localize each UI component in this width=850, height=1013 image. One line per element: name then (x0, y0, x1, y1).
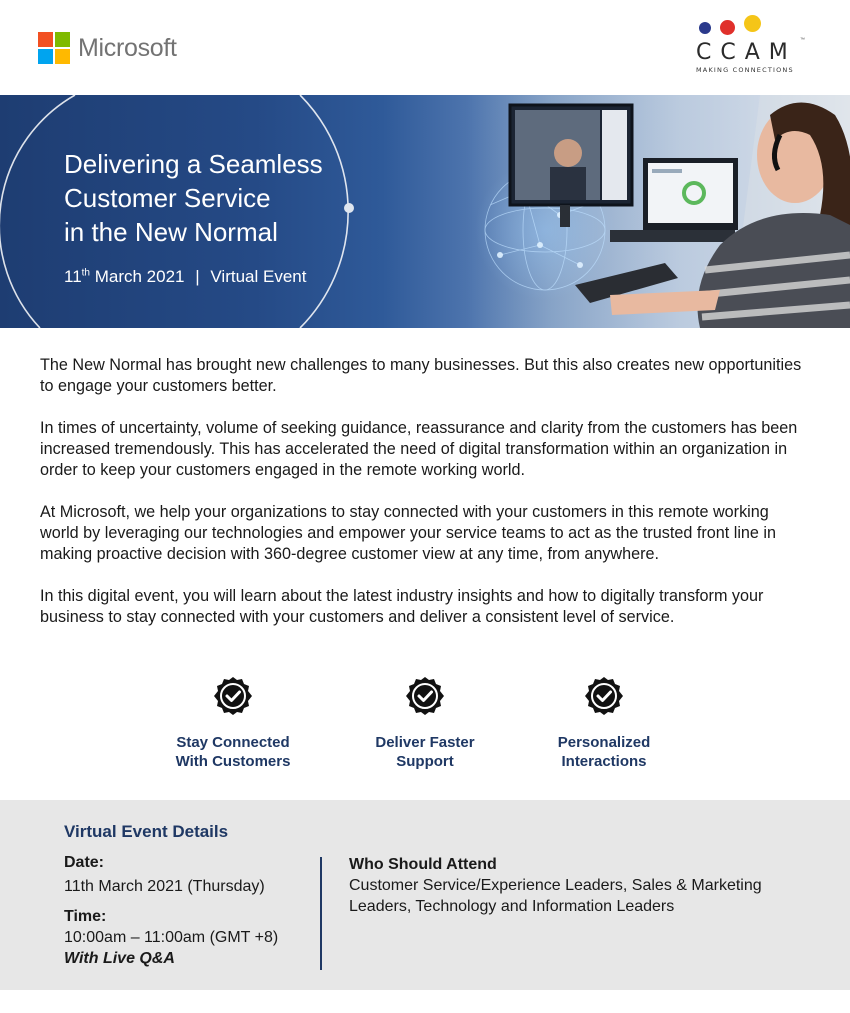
ccam-trademark: ™ (800, 37, 805, 43)
banner-text-block (64, 147, 323, 287)
microsoft-wordmark: Microsoft (78, 33, 177, 62)
banner-title (64, 147, 323, 249)
banner-separator: | (195, 267, 200, 286)
banner-title-line-1: Delivering a Seamless (64, 149, 323, 179)
date-label: Date: (64, 854, 105, 871)
hero-banner (0, 95, 850, 328)
banner-title-line-3: in the New Normal (64, 217, 278, 247)
check-badge-icon (405, 676, 445, 716)
banner-arc-dot (344, 203, 354, 213)
event-date-time (64, 852, 314, 969)
banner-event-info (64, 267, 323, 287)
feature-stay-connected (148, 676, 318, 771)
ccam-dots-icon (699, 15, 806, 36)
ccam-tagline: MAKING CONNECTIONS (696, 66, 794, 74)
microsoft-grid-icon (38, 32, 70, 64)
banner-date-day: 11 (64, 267, 82, 286)
feature-deliver-faster (340, 676, 510, 771)
ccam-wordmark: CCAM (696, 40, 797, 65)
check-badge-icon (213, 676, 253, 716)
event-details-title: Virtual Event Details (64, 822, 229, 841)
check-badge-icon (584, 676, 624, 716)
time-note: With Live Q&A (64, 950, 175, 967)
banner-date-rest: March 2021 (90, 267, 185, 286)
who-should-attend (349, 854, 809, 917)
time-label: Time: (64, 908, 107, 925)
banner-date-suffix: th (81, 267, 90, 279)
feature-label: Deliver Faster Support (375, 734, 475, 770)
intro-paragraph-1: The New Normal has brought new challenges to many businesses. But this also creates new opportunities to engage your customers better. (40, 356, 802, 395)
feature-personalized (519, 676, 689, 771)
date-value: 11th March 2021 (Thursday) (64, 878, 265, 895)
intro-paragraph-2: In times of uncertainty, volume of seeking guidance, reassurance and clarity from the customers has been increased tremendously. This has accelerated the need of digital transformation within an organization in order to keep your customers engaged in the remote working world. (40, 419, 798, 479)
intro-text (40, 355, 810, 649)
banner-title-line-2: Customer Service (64, 183, 271, 213)
attend-label: Who Should Attend (349, 856, 497, 873)
time-value: 10:00am – 11:00am (GMT +8) (64, 929, 279, 946)
intro-paragraph-4: In this digital event, you will learn about the latest industry insights and how to digitally transform your business to stay connected with your customers and deliver a consistent level of service. (40, 587, 764, 626)
microsoft-logo (38, 31, 188, 65)
attend-value: Customer Service/Experience Leaders, Sales & Marketing Leaders, Technology and Information Leaders (349, 877, 762, 915)
intro-paragraph-3: At Microsoft, we help your organizations to stay connected with your customers in this remote working world by leveraging our technologies and empower your service teams to act as the trusted front line in making proactive decision with 360-degree customer view at any time, from anywhere. (40, 503, 777, 563)
feature-label: Stay Connected With Customers (175, 734, 291, 770)
feature-label: Personalized Interactions (557, 734, 651, 770)
banner-event-type: Virtual Event (210, 267, 307, 286)
details-divider (320, 857, 322, 970)
ccam-logo (696, 15, 806, 85)
